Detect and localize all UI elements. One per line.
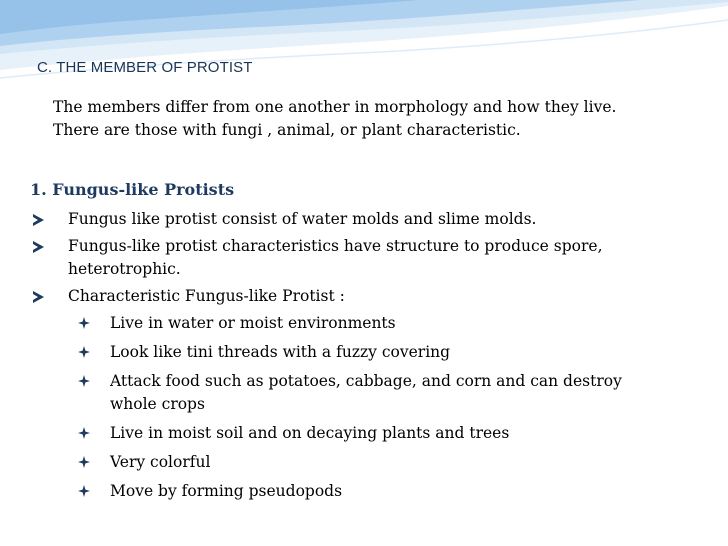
arrowhead-bullet-icon — [33, 291, 44, 303]
four-point-star-bullet-icon — [78, 485, 90, 497]
four-point-star-bullet-icon — [78, 427, 90, 439]
sub-bullet-list — [68, 312, 688, 503]
bullet-item — [0, 235, 728, 281]
section-heading: 1. Fungus-like Protists — [30, 180, 235, 199]
sub-bullet-item — [68, 451, 688, 474]
bullet-text: Characteristic Fungus-like Protist : — [68, 287, 345, 305]
bullet-item — [0, 208, 728, 231]
sub-bullet-text: Move by forming pseudopods — [110, 482, 343, 500]
sub-bullet-text: Attack food such as potatoes, cabbage, and corn and can destroy — [110, 372, 622, 390]
intro-line: The members differ from one another in morphology and how they live. — [53, 98, 617, 116]
four-point-star-bullet-icon — [78, 346, 90, 358]
header-wave-decoration — [0, 0, 728, 100]
intro-paragraph — [53, 96, 713, 142]
sub-bullet-item — [68, 370, 688, 416]
bullet-list — [0, 208, 728, 509]
bullet-text: Fungus like protist consist of water molds and slime molds. — [68, 210, 537, 228]
four-point-star-bullet-icon — [78, 456, 90, 468]
bullet-text: Fungus-like protist characteristics have structure to produce spore, — [68, 237, 603, 255]
sub-bullet-text: Live in water or moist environments — [110, 314, 396, 332]
sub-bullet-item — [68, 480, 688, 503]
four-point-star-bullet-icon — [78, 375, 90, 387]
sub-bullet-item — [68, 422, 688, 445]
bullet-text: heterotrophic. — [68, 260, 181, 278]
arrowhead-bullet-icon — [33, 241, 44, 253]
sub-bullet-item — [68, 341, 688, 364]
slide-title: C. THE MEMBER OF PROTIST — [37, 59, 253, 76]
bullet-item — [0, 285, 728, 503]
sub-bullet-text: Look like tini threads with a fuzzy covering — [110, 343, 451, 361]
sub-bullet-text: Live in moist soil and on decaying plants and trees — [110, 424, 510, 442]
sub-bullet-text: Very colorful — [110, 453, 211, 471]
sub-bullet-item — [68, 312, 688, 335]
four-point-star-bullet-icon — [78, 317, 90, 329]
sub-bullet-text: whole crops — [110, 395, 205, 413]
arrowhead-bullet-icon — [33, 214, 44, 226]
intro-line: There are those with fungi , animal, or plant characteristic. — [53, 121, 521, 139]
